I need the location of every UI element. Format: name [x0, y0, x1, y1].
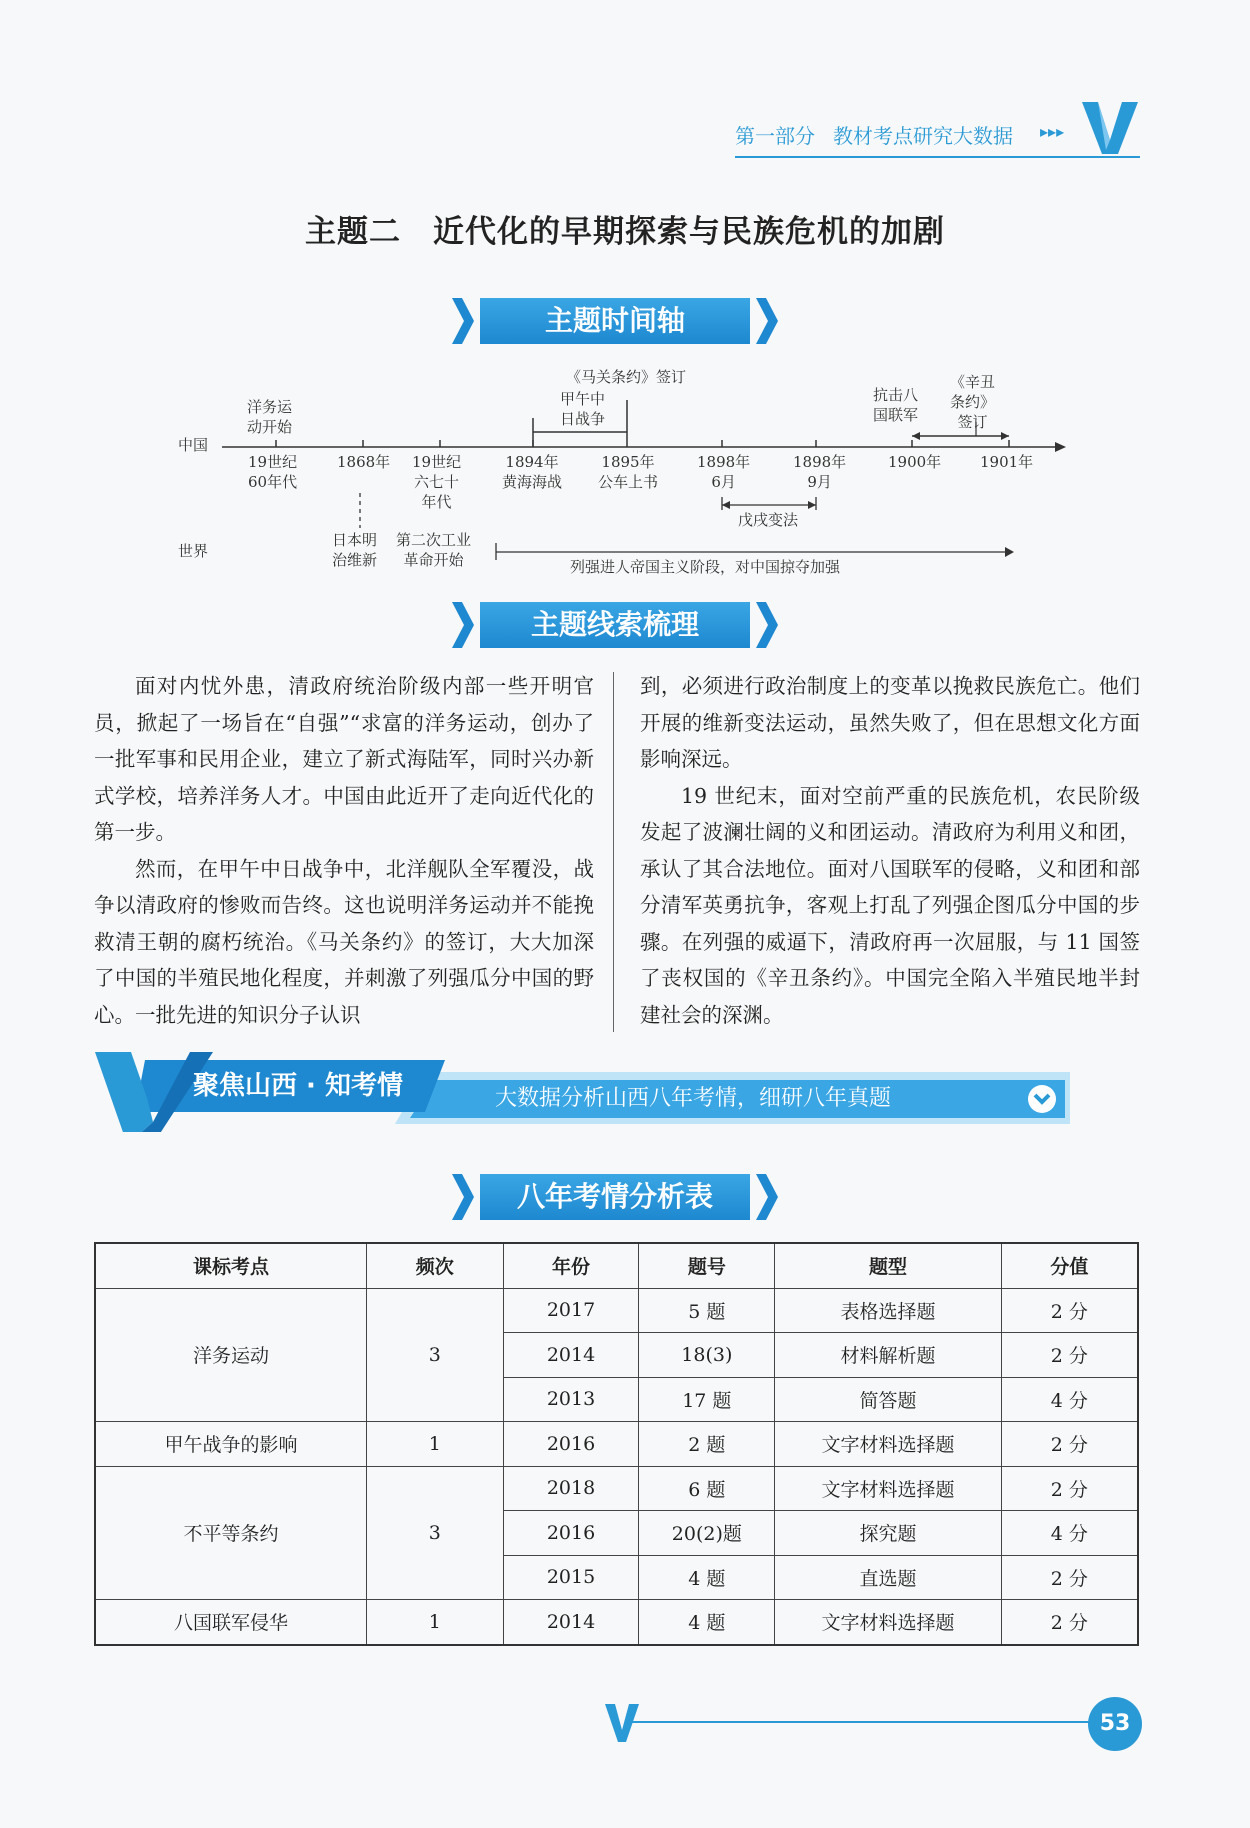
date-label: 1900年: [888, 453, 942, 471]
event-wuxu: 戊戌变法: [738, 511, 799, 529]
table-cell: 2013: [503, 1377, 639, 1422]
chevron-right-icon: [450, 1174, 476, 1220]
table-cell: 4 题: [639, 1555, 775, 1600]
chevron-right-icon: [754, 1174, 780, 1220]
page-number: 53: [1088, 1697, 1142, 1751]
column-header: 课标考点: [95, 1243, 366, 1288]
table-cell: 4 分: [1001, 1511, 1138, 1556]
table-cell: 简答题: [775, 1377, 1002, 1422]
section-subtitle: 大数据分析山西八年考情，细研八年真题: [495, 1086, 892, 1111]
table-cell: 6 题: [639, 1466, 775, 1511]
table-cell: 2 分: [1001, 1288, 1138, 1333]
count-cell: 3: [366, 1466, 503, 1600]
date-label: 1868年: [337, 453, 391, 471]
table-row: [95, 1600, 1138, 1645]
date-label: 1898年 9月: [793, 453, 847, 491]
event-xinchou: 《辛丑 条约》 签订: [950, 373, 996, 431]
table-cell: 2018: [503, 1466, 639, 1511]
exam-analysis-table: [94, 1242, 1139, 1646]
event-jiawu: 甲午中 日战争: [560, 390, 606, 428]
table-row: [95, 1288, 1138, 1333]
date-label: 19世纪 60年代: [248, 453, 298, 491]
text-column-right: [640, 668, 1140, 1033]
section-banner: [95, 1052, 1070, 1132]
table-cell: 2 分: [1001, 1333, 1138, 1378]
table-cell: 20(2)题: [639, 1511, 775, 1556]
topic-cell: 不平等条约: [95, 1466, 366, 1600]
paragraph: 然而，在甲午中日战争中，北洋舰队全军覆没，战争以清政府的惨败而告终。这也说明洋务运动并不能挽救清王朝的腐朽统治。《马关条约》的签订，大大加深了中国的半殖民地化程度，并刺激了列强瓜分中国的野心。一批先进的知识分子认识: [94, 856, 594, 1027]
event-industry: 第二次工业 革命开始: [396, 531, 472, 569]
column-header: 频次: [366, 1243, 503, 1288]
table-cell: 直选题: [775, 1555, 1002, 1600]
table-cell: 17 题: [639, 1377, 775, 1422]
event-baguo: 抗击八 国联军: [873, 386, 919, 424]
column-header: 年份: [503, 1243, 639, 1288]
event-maguan: 《马关条约》签订: [566, 368, 687, 386]
clue-banner: [450, 602, 780, 648]
header-part: 第一部分: [735, 124, 815, 148]
table-cell: 文字材料选择题: [775, 1600, 1002, 1645]
column-header: 题号: [639, 1243, 775, 1288]
table-cell: 文字材料选择题: [775, 1422, 1002, 1467]
table-cell: 2 分: [1001, 1422, 1138, 1467]
row-label-china: 中国: [178, 436, 209, 454]
date-label: 1894年 黄海海战: [502, 453, 563, 491]
event-yangwu: 洋务运 动开始: [247, 398, 293, 436]
paragraph: 到，必须进行政治制度上的变革以挽救民族危亡。他们开展的维新变法运动，虽然失败了，但在思想文化方面影响深远。: [640, 674, 1140, 771]
topic-cell: 八国联军侵华: [95, 1600, 366, 1645]
table-cell: 4 题: [639, 1600, 775, 1645]
table-cell: 2 分: [1001, 1555, 1138, 1600]
analysis-banner: [450, 1174, 780, 1220]
topic-cell: 甲午战争的影响: [95, 1422, 366, 1467]
header-section: 教材考点研究大数据: [833, 124, 1013, 148]
count-cell: 1: [366, 1422, 503, 1467]
footer-rule: [632, 1721, 1092, 1723]
table-cell: 18(3): [639, 1333, 775, 1378]
table-row: [95, 1422, 1138, 1467]
table-cell: 2014: [503, 1600, 639, 1645]
analysis-banner-label: 八年考情分析表: [516, 1180, 713, 1213]
table-cell: 表格选择题: [775, 1288, 1002, 1333]
table-header-row: [95, 1243, 1138, 1288]
section-title: 聚焦山西 · 知考情: [193, 1071, 403, 1101]
event-imperialism: 列强进人帝国主义阶段，对中国掠夺加强: [570, 558, 841, 576]
chevron-right-icon: [450, 602, 476, 648]
table-cell: 4 分: [1001, 1377, 1138, 1422]
table-row: [95, 1466, 1138, 1511]
table-cell: 2 分: [1001, 1600, 1138, 1645]
table-cell: 材料解析题: [775, 1333, 1002, 1378]
timeline-lines: [0, 0, 1250, 600]
table-cell: 2 分: [1001, 1466, 1138, 1511]
count-cell: 1: [366, 1600, 503, 1645]
table-cell: 2 题: [639, 1422, 775, 1467]
table-cell: 文字材料选择题: [775, 1466, 1002, 1511]
date-label: 19世纪 六七十 年代: [412, 453, 462, 511]
text-column-left: [94, 668, 594, 1033]
date-label: 1895年 公车上书: [598, 453, 659, 491]
date-label: 1898年 6月: [697, 453, 751, 491]
table-cell: 2014: [503, 1333, 639, 1378]
table-cell: 5 题: [639, 1288, 775, 1333]
timeline-banner-label: 主题时间轴: [544, 304, 685, 337]
chevron-right-icon: [754, 602, 780, 648]
chevron-down-icon: [1027, 1084, 1057, 1114]
topic-cell: 洋务运动: [95, 1288, 366, 1422]
column-header: 分值: [1001, 1243, 1138, 1288]
count-cell: 3: [366, 1288, 503, 1422]
table-cell: 2017: [503, 1288, 639, 1333]
paragraph: 面对内忧外患，清政府统治阶级内部一些开明官员，掀起了一场旨在“自强”“求富的洋务运动，创办了一批军事和民用企业，建立了新式海陆军，同时兴办新式学校，培养洋务人才。中国由此近开了走向近代化的第一步。: [94, 674, 594, 844]
paragraph: 19 世纪末，面对空前严重的民族危机，农民阶级发起了波澜壮阔的义和团运动。清政府为利用义和团，承认了其合法地位。面对八国联军的侵略，义和团和部分清军英勇抗争，客观上打乱了列强企图瓜分中国的步骤。在列强的威逼下，清政府再一次屈服，与 11 国签了丧权国的《辛丑条约》。中国完全陷入半殖民地半封建社会的深渊。: [640, 783, 1140, 1027]
date-label: 1901年: [980, 453, 1034, 471]
table-cell: 探究题: [775, 1511, 1002, 1556]
column-divider: [613, 672, 614, 1032]
table-cell: 2016: [503, 1511, 639, 1556]
table-cell: 2015: [503, 1555, 639, 1600]
column-header: 题型: [775, 1243, 1002, 1288]
header-arrows: ▸▸▸: [1040, 122, 1065, 141]
table-cell: 2016: [503, 1422, 639, 1467]
page-title: 主题二 近代化的早期探索与民族危机的加剧: [305, 214, 945, 250]
clue-banner-label: 主题线索梳理: [530, 608, 699, 641]
event-meiji: 日本明 治维新: [332, 531, 378, 569]
row-label-world: 世界: [178, 542, 209, 560]
